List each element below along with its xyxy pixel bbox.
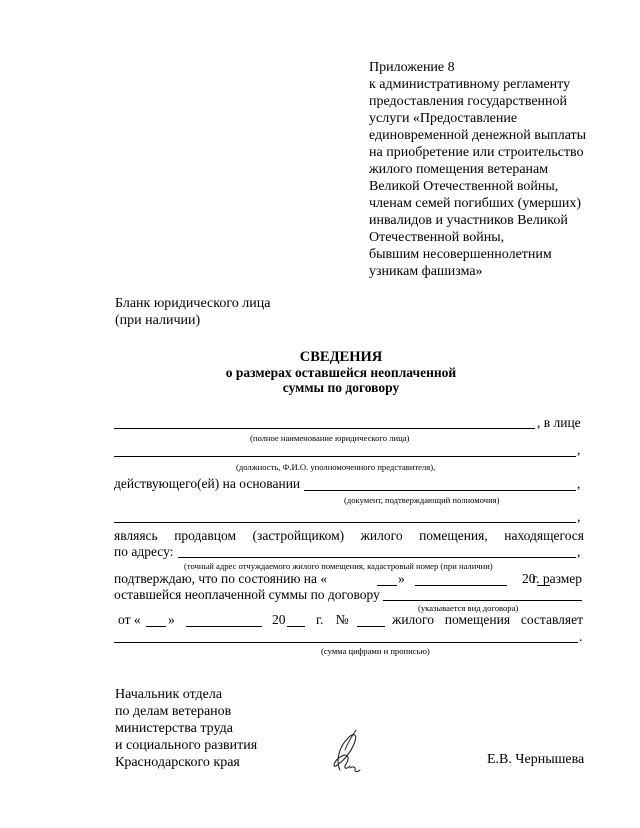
signatory-line: министерства труда: [115, 721, 233, 736]
appendix-line: узникам фашизма»: [369, 264, 483, 279]
blank-line-position: [114, 456, 576, 457]
hint-legal-name: (полное наименование юридического лица): [250, 433, 410, 443]
comma: ,: [577, 442, 581, 457]
appendix-line: к административному регламенту: [369, 77, 571, 92]
comma: ,: [577, 544, 581, 559]
year-suffix: г. размер: [532, 571, 582, 586]
document-subtitle-1: о размерах оставшейся неоплаченной: [225, 365, 457, 380]
hint-contract-type: (указывается вид договора): [418, 603, 519, 613]
number-label: г. №: [316, 612, 349, 627]
blank-number: [357, 626, 385, 627]
blank-line-address: [178, 557, 576, 558]
hint-position: (должность, Ф.И.О. уполномоченного представителя),: [236, 462, 436, 472]
blank-line-2: (при наличии): [115, 313, 201, 328]
document-title: СВЕДЕНИЯ: [299, 349, 383, 365]
appendix-line: инвалидов и участников Великой: [369, 213, 568, 228]
quote-close: »: [168, 612, 175, 627]
blank-line-1: Бланк юридического лица: [115, 296, 271, 311]
signatory-line: по делам ветеранов: [115, 704, 232, 719]
appendix-block: [369, 59, 586, 280]
signatory-line: и социального развития: [115, 738, 258, 753]
blank-line-contract-type: [383, 600, 582, 601]
signature-icon: [326, 726, 374, 778]
blank-day: [377, 585, 397, 586]
by-address-text: по адресу:: [114, 544, 174, 559]
hint-document: (документ, подтверждающий полномочия): [344, 495, 500, 505]
being-seller-text: являясь продавцом (застройщиком) жилого помещения, находящегося: [114, 528, 584, 543]
acting-on-basis-text: действующего(ей) на основании: [114, 476, 301, 491]
comma: ,: [577, 509, 581, 524]
blank-block: [115, 295, 270, 329]
blank-line-document: [304, 490, 576, 491]
appendix-line: предоставления государственной: [369, 94, 568, 109]
appendix-line: на приобретение или строительство: [369, 145, 584, 160]
appendix-line: единовременной денежной выплаты: [369, 128, 587, 143]
hint-amount: (сумма цифрами и прописью): [321, 646, 430, 656]
appendix-line: услуги «Предоставление: [369, 111, 518, 126]
appendix-line: Великой Отечественной войны,: [369, 179, 559, 194]
year-prefix: 20: [272, 612, 286, 627]
remaining-sum-text: оставшейся неоплаченной суммы по договору: [114, 587, 380, 602]
signatory-name: Е.В. Чернышева: [487, 752, 585, 767]
blank-month: [415, 585, 507, 586]
in-face-text: , в лице: [537, 415, 581, 430]
appendix-line: членам семей погибших (умерших): [369, 196, 582, 211]
appendix-line: жилого помещения ветеранам: [369, 162, 549, 177]
appendix-line: Отечественной войны,: [369, 230, 505, 245]
comma: ,: [577, 476, 581, 491]
period: .: [579, 629, 583, 644]
document-subtitle-2: суммы по договору: [282, 380, 400, 395]
quote-close: »: [398, 571, 405, 586]
appendix-line: бывшим несовершеннолетним: [369, 247, 552, 262]
from-label: от «: [118, 612, 141, 627]
blank-from-year: [287, 626, 305, 627]
living-space-text: жилого помещения составляет: [392, 612, 583, 627]
appendix-line: Приложение 8: [369, 60, 455, 75]
hint-address: (точный адрес отчуждаемого жилого помещения, кадастровый номер (при наличии): [184, 561, 493, 571]
blank-from-month: [186, 626, 262, 627]
confirm-text: подтверждаю, что по состоянию на «: [114, 571, 328, 586]
blank-line-legal-name: [114, 428, 535, 429]
blank-from-day: [146, 626, 166, 627]
document-heading: [150, 350, 532, 395]
year-prefix: 20: [522, 571, 536, 586]
blank-line-amount: [114, 642, 578, 643]
blank-line-document-continued: [114, 522, 576, 523]
signatory-position: [115, 686, 257, 771]
signatory-line: Начальник отдела: [115, 687, 223, 702]
signatory-line: Краснодарского края: [115, 755, 240, 770]
